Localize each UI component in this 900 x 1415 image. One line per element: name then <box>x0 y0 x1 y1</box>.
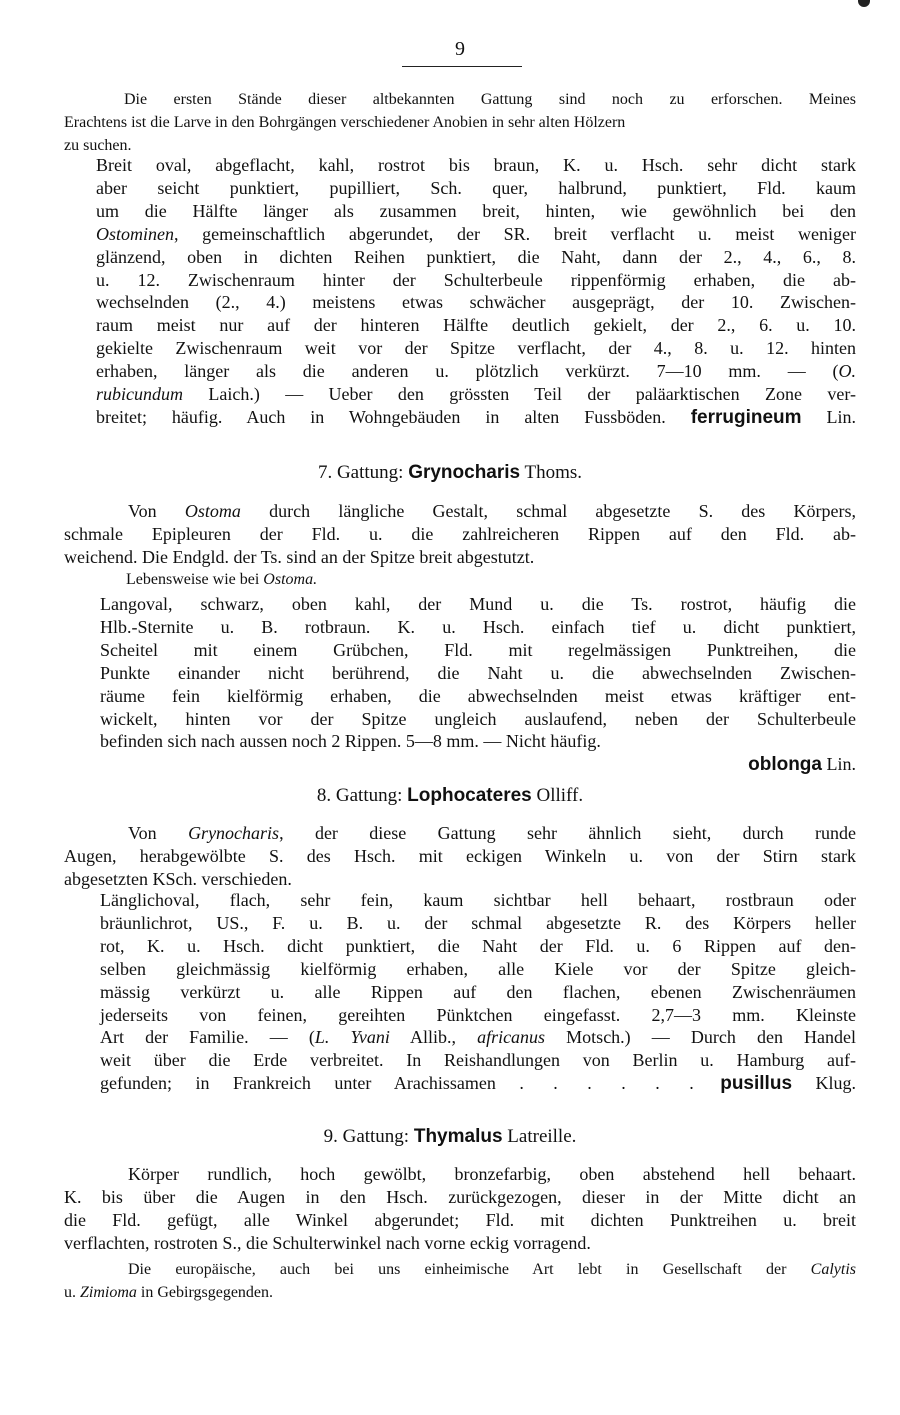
note-text: u. <box>64 1284 80 1301</box>
desc-line: Punkte einander nicht berührend, die Naht u. die abwechselnden Zwischen- <box>100 662 856 683</box>
genus-italic: Zimioma <box>80 1284 137 1301</box>
desc-line: Langoval, schwarz, oben kahl, der Mund u. die Ts. rostrot, häufig die <box>100 594 856 614</box>
desc-line: gekielte Zwischenraum weit vor der Spitze verflacht, der 4., 8. u. 12. hinten <box>96 338 856 359</box>
desc-line <box>100 1026 856 1049</box>
desc-line: wickelt, hinten vor der Spitze ungleich auslaufend, neben der Schulterbeule <box>100 708 856 729</box>
species-name: ferrugineum <box>690 406 802 428</box>
genus-prefix: 7. Gattung: <box>317 462 409 483</box>
desc-text: Motsch.) — Durch den Handel <box>545 1027 857 1048</box>
species-italic: L. Yvani <box>314 1027 390 1048</box>
page-number-rule <box>402 66 522 67</box>
species-line <box>100 753 856 777</box>
genus-7-life-note <box>126 568 856 591</box>
desc-text: Von <box>128 823 189 843</box>
genus-author: Latreille. <box>502 1126 577 1147</box>
desc-text: , gemeinschaftlich abgerundet, der SR. breit verflacht u. meist weniger <box>174 223 856 244</box>
ostoma-species-description <box>96 154 856 430</box>
genus-italic: Grynocharis <box>188 823 280 843</box>
desc-line: u. 12. Zwischenraum hinter der Schulterbeule rippenförmig erhaben, die ab- <box>96 269 856 290</box>
genus-prefix: 8. Gattung: <box>316 785 408 806</box>
desc-line: Körper rundlich, hoch gewölbt, bronzefarbig, oben abstehend hell behaart. <box>128 1164 856 1184</box>
desc-line <box>64 500 856 523</box>
desc-line: selben gleichmässig kielförmig erhaben, alle Kiele vor der Spitze gleich- <box>100 958 856 979</box>
desc-text: Allib., <box>389 1027 478 1048</box>
species-author: Lin. <box>801 406 857 427</box>
desc-line: wechselnden (2., 4.) meistens etwas schwächer ausgeprägt, der 10. Zwischen- <box>96 292 856 313</box>
note-line <box>64 1258 856 1281</box>
intro-paragraph <box>64 88 856 157</box>
genus-9-note <box>64 1258 856 1304</box>
desc-line: abgesetzten KSch. verschieden. <box>64 868 292 889</box>
desc-line: weichend. Die Endgld. der Ts. sind an der Spitze breit abgestutzt. <box>64 546 535 567</box>
genus-author: Thoms. <box>520 462 583 483</box>
genus-italic: Ostominen <box>96 223 174 244</box>
genus-italic: Ostoma. <box>263 571 318 588</box>
genus-name: Grynocharis <box>408 462 521 483</box>
species-italic: rubicundum <box>96 384 183 405</box>
genus-9-description <box>64 1163 856 1255</box>
desc-line: weit über die Erde verbreitet. In Reishandlungen von Berlin u. Hamburg auf- <box>100 1050 856 1071</box>
desc-line <box>96 406 856 430</box>
desc-line: die Fld. gefügt, alle Winkel abgerundet; Fld. mit dichten Punktreihen u. breit <box>64 1209 856 1230</box>
desc-line: jederseits von feinen, gereihten Pünktchen eingefasst. 2,7—3 mm. Kleinste <box>100 1004 856 1025</box>
desc-line: K. bis über die Augen in den Hsch. zurückgezogen, dieser in der Mitte dicht an <box>64 1186 856 1207</box>
genus-italic: O. <box>838 361 856 382</box>
desc-text: durch längliche Gestalt, schmal abgesetzte S. des Körpers, <box>240 501 856 521</box>
desc-text: , der diese Gattung sehr ähnlich sieht, durch runde <box>279 823 856 843</box>
desc-line <box>64 822 856 845</box>
desc-line: raum meist nur auf der hinteren Hälfte deutlich gekielt, der 2., 6. u. 10. <box>96 315 856 336</box>
desc-text: Von <box>128 501 185 521</box>
desc-line: Breit oval, abgeflacht, kahl, rostrot bis braun, K. u. Hsch. sehr dicht stark <box>96 155 856 175</box>
desc-line <box>96 383 856 406</box>
desc-text: Art der Familie. — ( <box>100 1027 315 1048</box>
species-author: Klug. <box>792 1073 856 1094</box>
intro-line-3: zu suchen. <box>64 137 132 154</box>
species-line <box>100 1072 856 1096</box>
page-number: 9 <box>455 38 465 60</box>
genus-7-description <box>64 500 856 569</box>
desc-text: breitet; häufig. Auch in Wohngebäuden in alten Fussböden. <box>96 406 666 427</box>
genus-9-heading <box>0 1126 900 1148</box>
desc-line: um die Hälfte länger als zusammen breit, hinten, wie gewöhnlich bei den <box>96 200 856 221</box>
genus-7-species-description <box>100 593 856 777</box>
genus-8-species-description <box>100 889 856 1096</box>
desc-line <box>96 360 856 383</box>
desc-line: glänzend, oben in dichten Reihen punktiert, die Naht, dann der 2., 4., 6., 8. <box>96 246 856 267</box>
genus-8-description <box>64 822 856 891</box>
desc-line: Scheitel mit einem Grübchen, Fld. mit regelmässigen Punktreihen, die <box>100 639 856 660</box>
genus-prefix: 9. Gattung: <box>323 1126 414 1147</box>
desc-line: bräunlichrot, US., F. u. B. u. der schmal abgesetzte R. des Körpers heller <box>100 912 856 933</box>
desc-line: verflachten, rostroten S., die Schulterwinkel nach vorne eckig vorragend. <box>64 1232 591 1253</box>
life-note-line <box>126 568 856 591</box>
desc-line: Hlb.-Sternite u. B. rotbraun. K. u. Hsch. einfach tief u. dicht punktiert, <box>100 616 856 637</box>
desc-text: Laich.) — Ueber den grössten Teil der paläarktischen Zone ver- <box>183 384 856 405</box>
life-note-text: Lebensweise wie bei <box>126 571 264 588</box>
species-name: oblonga <box>748 754 822 776</box>
genus-8-heading <box>0 785 900 807</box>
intro-line-1: Die ersten Stände dieser altbekannten Gattung sind noch zu erforschen. Meines <box>124 91 856 108</box>
note-text: in Gebirgsgegenden. <box>136 1284 274 1301</box>
desc-text: erhaben, länger als die anderen u. plötzlich verkürzt. 7—10 mm. — ( <box>96 361 839 382</box>
desc-line: räume fein kielförmig erhaben, die abwechselnden meist etwas kräftiger ent- <box>100 685 856 706</box>
desc-line: schmale Epipleuren der Fld. u. die zahlreicheren Rippen auf den Fld. ab- <box>64 523 856 544</box>
genus-name: Lophocateres <box>407 785 532 806</box>
desc-line: mässig verkürzt u. alle Rippen auf den flachen, ebenen Zwischenräumen <box>100 981 856 1002</box>
desc-line <box>96 223 856 246</box>
species-author: Lin. <box>822 754 856 775</box>
desc-line: befinden sich nach aussen noch 2 Rippen. 5—8 mm. — Nicht häufig. <box>100 731 601 752</box>
genus-italic: Ostoma <box>184 501 241 521</box>
desc-text: gefunden; in Frankreich unter Arachissamen <box>100 1073 496 1094</box>
genus-name: Thymalus <box>413 1126 503 1147</box>
desc-line: Länglichoval, flach, sehr fein, kaum sichtbar hell behaart, rostbraun oder <box>100 890 856 910</box>
leader-dots: . . . . . . <box>519 1073 697 1094</box>
species-name: pusillus <box>720 1073 793 1095</box>
note-line <box>64 1281 856 1304</box>
genus-7-heading <box>0 462 900 484</box>
corner-ink-mark <box>858 0 870 7</box>
note-text: Die europäische, auch bei uns einheimische Art lebt in Gesellschaft der <box>128 1261 811 1278</box>
genus-author: Olliff. <box>531 785 584 806</box>
species-italic: africanus <box>477 1027 546 1048</box>
intro-line-2: Erachtens ist die Larve in den Bohrgängen verschiedener Anobien in sehr alten Hölzern <box>64 114 626 131</box>
genus-italic: Calytis <box>810 1261 856 1278</box>
desc-line: aber seicht punktiert, pupilliert, Sch. quer, halbrund, punktiert, Fld. kaum <box>96 177 856 198</box>
desc-line: rot, K. u. Hsch. dicht punktiert, die Naht der Fld. u. 6 Rippen auf den- <box>100 935 856 956</box>
desc-line: Augen, herabgewölbte S. des Hsch. mit eckigen Winkeln u. von der Stirn stark <box>64 845 856 866</box>
